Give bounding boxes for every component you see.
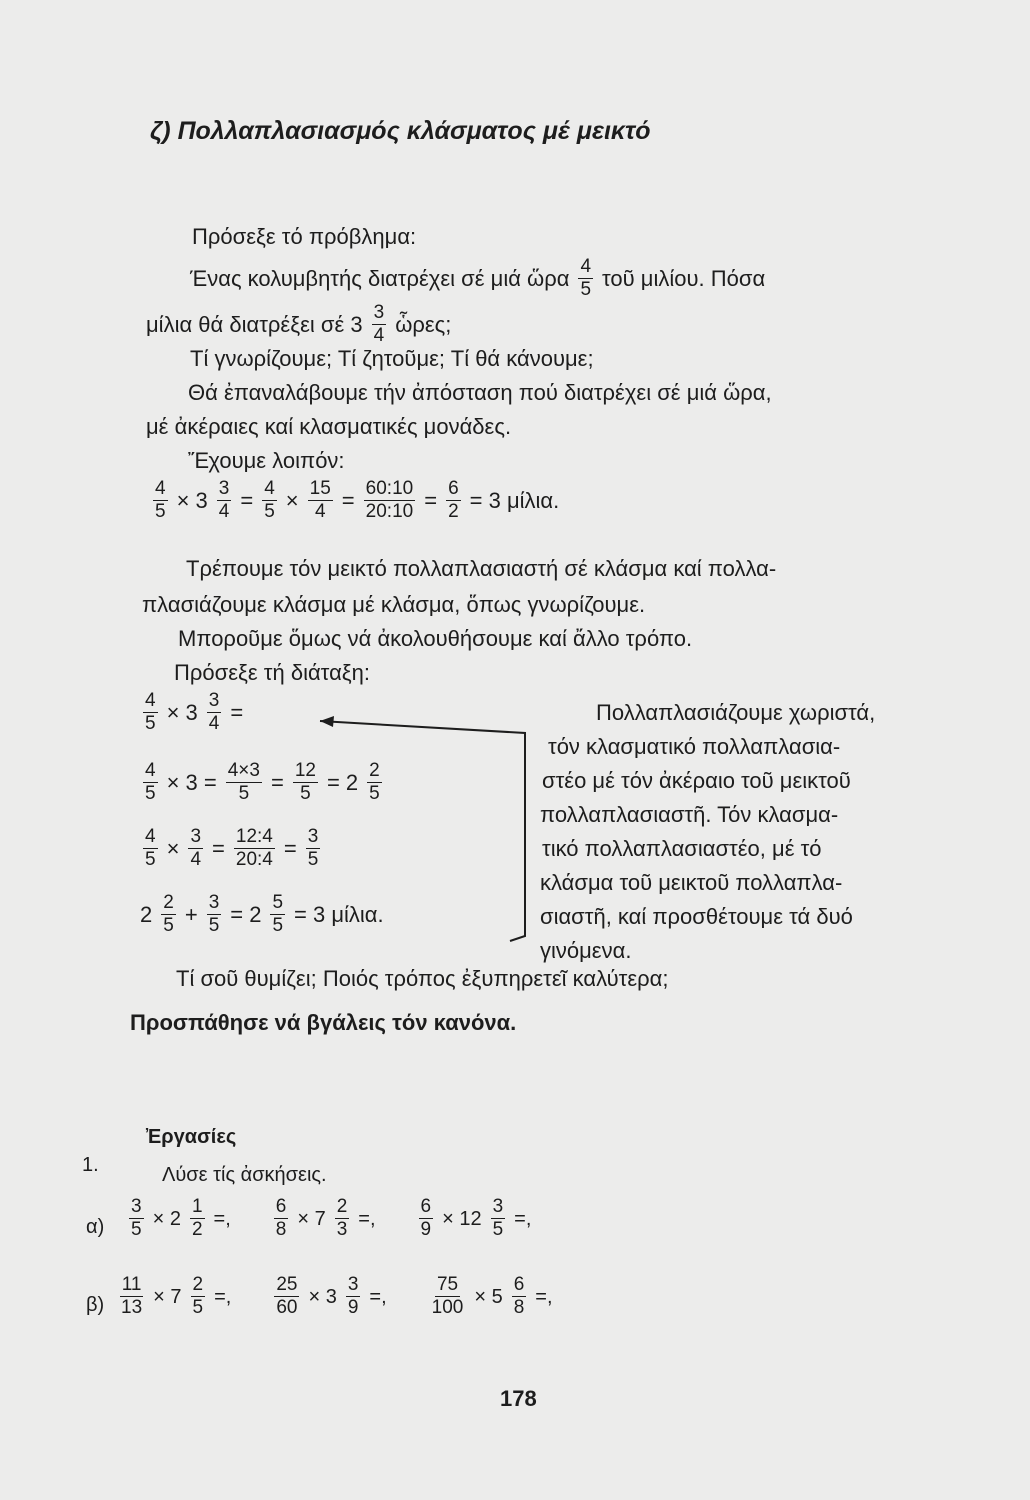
fraction: $\frac{3}{5}$	[492, 1196, 504, 1240]
times-whole: × 2	[152, 1207, 181, 1230]
problem-line-2	[146, 302, 451, 347]
fraction: $\frac{60:10}{20:10}$	[365, 478, 414, 522]
result: = 3 μίλια.	[469, 487, 560, 513]
questions-line: Τί γνωρίζουμε; Τί ζητοῦμε; Τί θά κάνουμε;	[190, 346, 594, 371]
fraction: $\frac{3}{4}$	[218, 478, 230, 522]
fraction: $\frac{12}{5}$	[294, 760, 316, 804]
fraction: $\frac{2}{5}$	[192, 1274, 204, 1318]
exercise-row-b	[116, 1274, 553, 1319]
exercise-item	[116, 1274, 231, 1319]
fraction: $\frac{4}{5}$	[580, 256, 592, 300]
fraction: $\frac{3}{4}$	[208, 690, 220, 734]
fraction: $\frac{11}{13}$	[121, 1274, 143, 1318]
fraction: $\frac{6}{8}$	[275, 1196, 287, 1240]
problem-text: ὧρες;	[395, 311, 452, 337]
have-line: Ἔχουμε λοιπόν:	[188, 448, 345, 473]
exercise-row-a	[126, 1196, 531, 1241]
equals-blank: =,	[369, 1285, 387, 1308]
side-text-line: τικό πολλαπλασιαστέο, μέ τό	[542, 836, 822, 861]
page-number: 178	[500, 1386, 537, 1411]
equals: =	[283, 835, 297, 861]
fraction: $\frac{1}{2}$	[191, 1196, 203, 1240]
plan-line-2: μέ ἀκέραιες καί κλασματικές μονάδες.	[146, 414, 512, 439]
exercise-number: 1.	[82, 1154, 99, 1176]
layout-line-3	[140, 826, 323, 871]
problem-text: τοῦ μιλίου. Πόσα	[602, 265, 766, 291]
fraction: $\frac{3}{9}$	[347, 1274, 359, 1318]
fraction: $\frac{6}{9}$	[420, 1196, 432, 1240]
row-label-b: β)	[86, 1294, 105, 1316]
side-text-line: γινόμενα.	[540, 938, 632, 963]
equation-main	[150, 478, 559, 523]
equals: =	[341, 487, 355, 513]
equals: =	[212, 835, 225, 861]
intro-line: Πρόσεξε τό πρόβλημα:	[192, 224, 417, 249]
times-whole: × 7	[153, 1285, 182, 1308]
exercise-item	[416, 1196, 532, 1241]
whole-two: 2	[140, 901, 153, 927]
equals: =	[230, 699, 244, 725]
layout-line-4	[140, 892, 384, 937]
fraction: $\frac{4}{5}$	[145, 690, 156, 734]
fraction: $\frac{4\times 3}{5}$	[227, 760, 260, 804]
times: ×	[166, 835, 180, 861]
times-whole: × 5	[474, 1285, 503, 1308]
rule-prompt: Προσπάθησε νά βγάλεις τόν κανόνα.	[130, 1010, 517, 1035]
fraction: $\frac{4}{5}$	[264, 478, 275, 522]
fraction: $\frac{5}{5}$	[272, 892, 284, 936]
equals-two: = 2	[230, 901, 262, 927]
equals-blank: =,	[535, 1285, 553, 1308]
times-whole: × 3	[308, 1285, 337, 1308]
fraction: $\frac{12:4}{20:4}$	[235, 826, 273, 870]
fraction: $\frac{4}{5}$	[145, 760, 156, 804]
fraction: $\frac{2}{5}$	[163, 892, 174, 936]
equals-blank: =,	[358, 1207, 376, 1230]
exercise-item	[271, 1274, 386, 1319]
exercise-instruction: Λύσε τίς ἀσκήσεις.	[162, 1164, 327, 1186]
layout-line-2	[140, 760, 385, 805]
section-heading: ζ) Πολλαπλασιασμός κλάσματος μέ μεικτό	[150, 117, 651, 145]
row-label-a: α)	[86, 1216, 105, 1238]
explain-line-3: Μποροῦμε ὅμως νά ἀκολουθήσουμε καί ἄλλο τρόπο.	[178, 626, 693, 651]
equals: =	[424, 487, 438, 513]
explain-line-4: Πρόσεξε τή διάταξη:	[174, 660, 370, 685]
times-three: × 3	[176, 487, 208, 513]
fraction: $\frac{3}{5}$	[208, 892, 220, 936]
side-text-line: σιαστῆ, καί προσθέτουμε τά δυό	[540, 904, 853, 929]
fraction: $\frac{4}{5}$	[145, 826, 156, 870]
fraction: $\frac{3}{4}$	[373, 302, 385, 346]
explain-line-1: Τρέπουμε τόν μεικτό πολλαπλασιαστή σέ κλάσμα καί πολλα-	[186, 556, 777, 581]
fraction: $\frac{6}{8}$	[513, 1274, 525, 1318]
side-text-line: στέο μέ τόν ἀκέραιο τοῦ μεικτοῦ	[542, 768, 851, 793]
times-three: × 3	[166, 699, 198, 725]
exercise-item	[126, 1196, 231, 1241]
plan-line: Θά ἐπαναλάβουμε τήν ἀπόσταση πού διατρέχει σέ μιά ὥρα,	[188, 380, 772, 405]
problem-line-1	[190, 256, 765, 301]
fraction: $\frac{3}{5}$	[307, 826, 319, 870]
fraction: $\frac{6}{2}$	[448, 478, 459, 522]
exercise-item	[271, 1196, 376, 1241]
side-text-line: πολλαπλασιαστῆ. Τόν κλασμα-	[540, 802, 839, 827]
times-whole: × 7	[297, 1207, 326, 1230]
equals: =	[270, 769, 284, 795]
plus: +	[184, 901, 198, 927]
fraction: $\frac{2}{5}$	[369, 760, 380, 804]
equals: =	[240, 487, 254, 513]
fraction: $\frac{3}{4}$	[190, 826, 202, 870]
reflection-question: Τί σοῦ θυμίζει; Ποιός τρόπος ἐξυπηρετεῖ καλύτερα;	[176, 966, 669, 991]
fraction: $\frac{25}{60}$	[276, 1274, 298, 1318]
equals-two: = 2	[326, 769, 359, 795]
side-text-line: Πολλαπλασιάζουμε χωριστά,	[596, 700, 876, 725]
fraction: $\frac{4}{5}$	[155, 478, 166, 522]
times-whole: × 12	[442, 1207, 482, 1230]
fraction: $\frac{3}{5}$	[131, 1196, 142, 1240]
equals-blank: =,	[214, 1285, 232, 1308]
problem-text: μίλια θά διατρέξει σέ 3	[146, 311, 363, 337]
side-text-line: τόν κλασματικό πολλαπλασια-	[548, 734, 841, 759]
exercise-item	[427, 1274, 553, 1319]
equals-blank: =,	[514, 1207, 532, 1230]
problem-text: Ένας κολυμβητής διατρέχει σέ μιά ὥρα	[190, 265, 570, 291]
fraction: $\frac{75}{100}$	[431, 1274, 464, 1318]
layout-line-1	[140, 690, 243, 735]
exercises-title: Ἐργασίες	[146, 1126, 237, 1148]
fraction: $\frac{2}{3}$	[336, 1196, 348, 1240]
times-three-equals: × 3 =	[166, 769, 217, 795]
fraction: $\frac{15}{4}$	[309, 478, 331, 522]
result: = 3 μίλια.	[294, 901, 384, 927]
times: ×	[285, 487, 299, 513]
side-text-line: κλάσμα τοῦ μεικτοῦ πολλαπλα-	[540, 870, 843, 895]
equals-blank: =,	[213, 1207, 231, 1230]
explain-line-2: πλασιάζουμε κλάσμα μέ κλάσμα, ὅπως γνωρίζουμε.	[142, 592, 646, 617]
